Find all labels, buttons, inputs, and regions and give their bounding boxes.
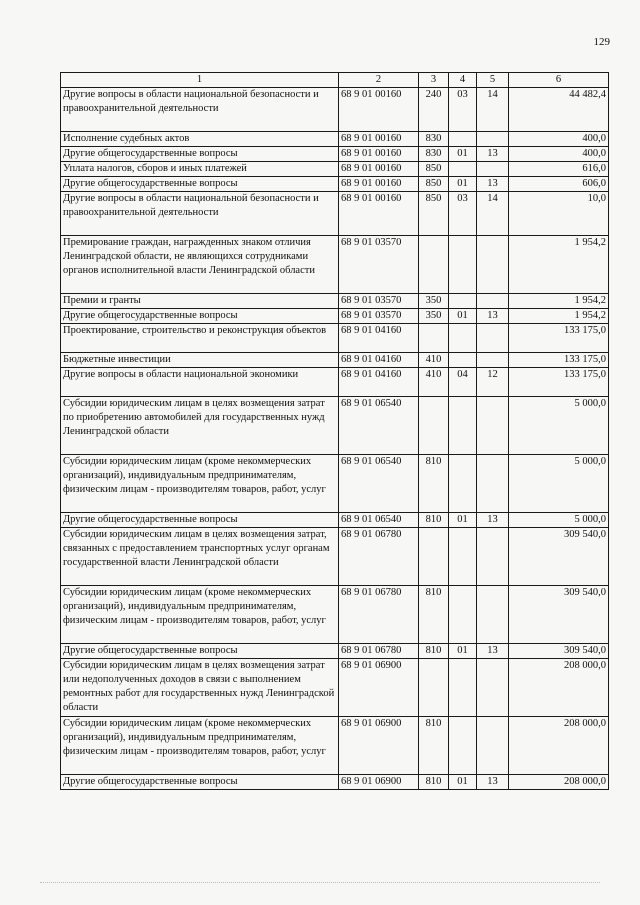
row-amount-cell: 1 954,2 [509,236,609,294]
row-code-cell: 68 9 01 06540 [339,455,419,513]
row-name-cell: Субсидии юридическим лицам (кроме некоммерческих организаций), индивидуальным предпринимателям, физическим лицам - производителям товаров, работ, услуг [61,455,339,513]
row-amount-cell: 208 000,0 [509,717,609,775]
row-name-cell: Другие вопросы в области национальной экономики [61,368,339,397]
row-col4-cell: 01 [449,147,477,162]
row-col3-cell: 850 [419,177,449,192]
row-amount-cell: 5 000,0 [509,455,609,513]
table-row [61,368,609,397]
table-row [61,162,609,177]
row-col3-cell: 810 [419,586,449,644]
row-col5-cell [477,353,509,368]
row-code-cell: 68 9 01 00160 [339,192,419,236]
row-code-cell: 68 9 01 06780 [339,644,419,659]
row-col4-cell: 01 [449,177,477,192]
row-amount-cell: 616,0 [509,162,609,177]
row-amount-cell: 309 540,0 [509,528,609,586]
row-col5-cell: 13 [477,309,509,324]
table-row [61,775,609,790]
table-row [61,236,609,294]
row-col4-cell [449,528,477,586]
row-col5-cell: 13 [477,147,509,162]
row-col4-cell [449,162,477,177]
row-col4-cell: 01 [449,644,477,659]
row-code-cell: 68 9 01 04160 [339,353,419,368]
row-name-cell: Проектирование, строительство и реконструкция объектов [61,324,339,353]
row-code-cell: 68 9 01 06540 [339,397,419,455]
row-col4-cell [449,236,477,294]
row-name-cell: Уплата налогов, сборов и иных платежей [61,162,339,177]
table-row [61,397,609,455]
row-amount-cell: 400,0 [509,147,609,162]
row-name-cell: Другие общегосударственные вопросы [61,147,339,162]
row-amount-cell: 10,0 [509,192,609,236]
row-amount-cell: 5 000,0 [509,513,609,528]
row-col3-cell: 410 [419,353,449,368]
row-col4-cell: 04 [449,368,477,397]
header-cell: 5 [477,73,509,88]
row-name-cell: Премии и гранты [61,294,339,309]
row-col4-cell: 03 [449,88,477,132]
row-name-cell: Другие общегосударственные вопросы [61,644,339,659]
header-cell: 6 [509,73,609,88]
row-col5-cell [477,397,509,455]
row-code-cell: 68 9 01 00160 [339,177,419,192]
row-col5-cell: 13 [477,775,509,790]
row-col3-cell [419,528,449,586]
row-col4-cell: 01 [449,513,477,528]
table-row [61,147,609,162]
header-cell: 1 [61,73,339,88]
table-row [61,177,609,192]
row-name-cell: Субсидии юридическим лицам (кроме некоммерческих организаций), индивидуальным предпринимателям, физическим лицам - производителям товаров, работ, услуг [61,586,339,644]
header-cell: 2 [339,73,419,88]
row-col3-cell: 830 [419,147,449,162]
row-amount-cell: 5 000,0 [509,397,609,455]
row-col5-cell [477,659,509,717]
row-code-cell: 68 9 01 00160 [339,162,419,177]
row-code-cell: 68 9 01 06900 [339,659,419,717]
row-code-cell: 68 9 01 04160 [339,324,419,353]
row-name-cell: Другие общегосударственные вопросы [61,513,339,528]
row-col3-cell [419,324,449,353]
row-name-cell: Исполнение судебных актов [61,132,339,147]
row-amount-cell: 606,0 [509,177,609,192]
row-col5-cell [477,294,509,309]
row-col5-cell [477,324,509,353]
table-row [61,324,609,353]
row-col5-cell: 14 [477,88,509,132]
row-amount-cell: 1 954,2 [509,309,609,324]
row-name-cell: Субсидии юридическим лицам в целях возмещения затрат или недополученных доходов в связи с выполнением ремонтных работ для государственных нужд Ленинградской области [61,659,339,717]
row-col3-cell: 810 [419,717,449,775]
row-name-cell: Другие общегосударственные вопросы [61,775,339,790]
row-amount-cell: 400,0 [509,132,609,147]
row-col3-cell: 410 [419,368,449,397]
row-col3-cell: 350 [419,309,449,324]
row-name-cell: Субсидии юридическим лицам в целях возмещения затрат, связанных с предоставлением транспортных услуг органам государственной власти Ленинградской области [61,528,339,586]
header-cell: 4 [449,73,477,88]
row-col5-cell: 13 [477,177,509,192]
table-row [61,586,609,644]
row-col5-cell [477,455,509,513]
row-col4-cell [449,294,477,309]
table-row [61,294,609,309]
table-body [61,88,609,790]
row-code-cell: 68 9 01 03570 [339,236,419,294]
table-row [61,513,609,528]
row-code-cell: 68 9 01 00160 [339,132,419,147]
row-col4-cell [449,717,477,775]
row-col4-cell: 01 [449,309,477,324]
row-col4-cell [449,397,477,455]
row-code-cell: 68 9 01 06540 [339,513,419,528]
row-col5-cell: 12 [477,368,509,397]
row-col5-cell [477,132,509,147]
scan-edge-divider [40,882,600,883]
row-col3-cell [419,236,449,294]
row-col5-cell: 14 [477,192,509,236]
row-col3-cell: 810 [419,455,449,513]
table-row [61,192,609,236]
row-amount-cell: 133 175,0 [509,324,609,353]
page-number: 129 [593,36,610,48]
table-row [61,644,609,659]
row-code-cell: 68 9 01 04160 [339,368,419,397]
row-amount-cell: 133 175,0 [509,368,609,397]
row-code-cell: 68 9 01 06780 [339,528,419,586]
table-row [61,717,609,775]
row-col3-cell: 810 [419,513,449,528]
row-col5-cell: 13 [477,644,509,659]
row-code-cell: 68 9 01 00160 [339,147,419,162]
row-col5-cell [477,586,509,644]
row-col3-cell: 350 [419,294,449,309]
row-name-cell: Субсидии юридическим лицам в целях возмещения затрат по приобретению автомобилей для государственных нужд Ленинградской области [61,397,339,455]
row-code-cell: 68 9 01 03570 [339,294,419,309]
row-name-cell: Другие общегосударственные вопросы [61,177,339,192]
table-row [61,528,609,586]
row-col5-cell [477,717,509,775]
table-row [61,88,609,132]
row-col3-cell [419,397,449,455]
row-col3-cell: 850 [419,162,449,177]
row-name-cell: Другие вопросы в области национальной безопасности и правоохранительной деятельности [61,88,339,132]
row-amount-cell: 208 000,0 [509,775,609,790]
row-col4-cell [449,132,477,147]
row-col5-cell [477,236,509,294]
row-col4-cell: 03 [449,192,477,236]
row-col5-cell [477,528,509,586]
row-name-cell: Бюджетные инвестиции [61,353,339,368]
row-code-cell: 68 9 01 06900 [339,717,419,775]
table-row [61,659,609,717]
table-row [61,353,609,368]
row-col4-cell [449,586,477,644]
row-amount-cell: 1 954,2 [509,294,609,309]
row-code-cell: 68 9 01 00160 [339,88,419,132]
row-col4-cell [449,353,477,368]
table-row [61,455,609,513]
row-name-cell: Другие общегосударственные вопросы [61,309,339,324]
row-amount-cell: 208 000,0 [509,659,609,717]
row-col4-cell: 01 [449,775,477,790]
row-name-cell: Другие вопросы в области национальной безопасности и правоохранительной деятельности [61,192,339,236]
row-col5-cell [477,162,509,177]
row-col3-cell: 850 [419,192,449,236]
row-code-cell: 68 9 01 03570 [339,309,419,324]
row-amount-cell: 44 482,4 [509,88,609,132]
row-code-cell: 68 9 01 06780 [339,586,419,644]
row-col3-cell [419,659,449,717]
row-col4-cell [449,455,477,513]
row-amount-cell: 309 540,0 [509,586,609,644]
row-col3-cell: 810 [419,775,449,790]
row-col4-cell [449,659,477,717]
row-code-cell: 68 9 01 06900 [339,775,419,790]
row-name-cell: Субсидии юридическим лицам (кроме некоммерческих организаций), индивидуальным предпринимателям, физическим лицам - производителям товаров, работ, услуг [61,717,339,775]
header-cell: 3 [419,73,449,88]
table-row [61,309,609,324]
row-col5-cell: 13 [477,513,509,528]
table-row [61,132,609,147]
row-amount-cell: 133 175,0 [509,353,609,368]
header-row [61,73,609,88]
row-name-cell: Премирование граждан, награжденных знаком отличия Ленинградской области, не являющихся сотрудниками органов исполнительной власти Ленинградской области [61,236,339,294]
row-col3-cell: 810 [419,644,449,659]
row-col4-cell [449,324,477,353]
row-amount-cell: 309 540,0 [509,644,609,659]
row-col3-cell: 830 [419,132,449,147]
row-col3-cell: 240 [419,88,449,132]
budget-table [60,72,609,790]
